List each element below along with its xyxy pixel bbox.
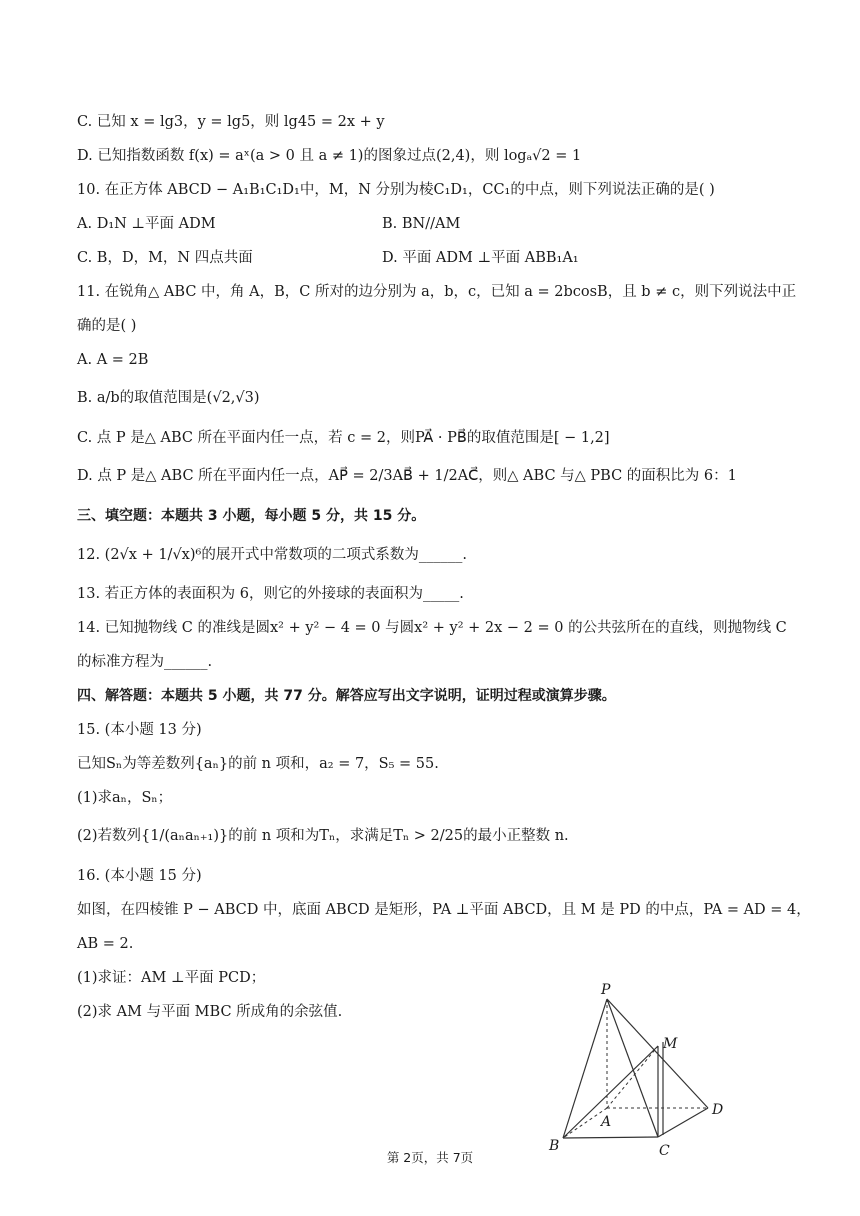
q16-part-1: (1)求证：AM ⊥平面 PCD；	[77, 970, 266, 986]
q10-option-d: D. 平面 ADM ⊥平面 ABB₁A₁	[382, 250, 579, 266]
label-d: D	[712, 1102, 724, 1118]
q16-stem-line-2: AB = 2.	[77, 936, 134, 952]
q16-stem-line-1: 如图，在四棱锥 P − ABCD 中，底面 ABCD 是矩形，PA ⊥平面 ABCD，且 M 是 PD 的中点，PA = AD = 4，	[77, 902, 811, 918]
q11-option-a: A. A = 2B	[77, 352, 149, 368]
q15-stem: 已知Sₙ为等差数列{aₙ}的前 n 项和，a₂ = 7，S₅ = 55.	[77, 756, 439, 772]
label-b: B	[549, 1138, 560, 1154]
page-footer: 第 2页，共 7页	[386, 1150, 474, 1165]
q15-part-1: (1)求aₙ，Sₙ；	[77, 790, 173, 806]
q9-option-c: C. 已知 x = lg3，y = lg5，则 lg45 = 2x + y	[77, 114, 385, 130]
q11-option-c: C. 点 P 是△ ABC 所在平面内任一点，若 c = 2，则PA⃗ · PB⃗的取值范围是[ − 1,2]	[77, 430, 610, 446]
edge-bc	[563, 1137, 658, 1138]
q15-title: 15. (本小题 13 分)	[77, 722, 202, 738]
q14-line-1: 14. 已知抛物线 C 的准线是圆x² + y² − 4 = 0 与圆x² + y² + 2x − 2 = 0 的公共弦所在的直线，则抛物线 C	[77, 620, 787, 636]
q10-options-row-1	[77, 214, 461, 234]
section-4-heading: 四、解答题：本题共 5 小题，共 77 分。解答应写出文字说明，证明过程或演算步骤。	[77, 688, 616, 704]
q10-options-row-2	[77, 248, 579, 268]
label-a: A	[601, 1114, 612, 1130]
label-c: C	[659, 1143, 670, 1159]
q14-line-2: 的标准方程为______.	[77, 654, 213, 670]
edge-cd	[658, 1108, 708, 1137]
label-m: M	[663, 1036, 678, 1052]
q10-option-b: B. BN//AM	[382, 216, 461, 232]
q16-part-2: (2)求 AM 与平面 MBC 所成角的余弦值.	[77, 1004, 343, 1020]
section-3-heading: 三、填空题：本题共 3 小题，每小题 5 分，共 15 分。	[77, 508, 426, 524]
q10-stem: 10. 在正方体 ABCD − A₁B₁C₁D₁中，M，N 分别为棱C₁D₁，CC₁的中点，则下列说法正确的是( )	[77, 182, 715, 198]
q11-stem-line-2: 确的是( )	[77, 318, 137, 334]
q11-stem-line-1: 11. 在锐角△ ABC 中，角 A，B，C 所对的边分别为 a，b，c，已知 a = 2bcosB，且 b ≠ c，则下列说法中正	[77, 284, 797, 300]
label-p: P	[601, 982, 611, 998]
q13: 13. 若正方体的表面积为 6，则它的外接球的表面积为_____.	[77, 586, 464, 602]
edge-am-hidden	[607, 1046, 658, 1108]
pyramid-figure	[545, 980, 745, 1165]
q16-title: 16. (本小题 15 分)	[77, 868, 202, 884]
q10-option-a: A. D₁N ⊥平面 ADM	[77, 216, 216, 232]
q11-option-b: B. a/b的取值范围是(√2,√3)	[77, 390, 260, 406]
q11-option-d: D. 点 P 是△ ABC 所在平面内任一点，AP⃗ = 2/3AB⃗ + 1/2AC⃗，则△ ABC 与△ PBC 的面积比为 6：1	[77, 468, 737, 484]
q15-part-2: (2)若数列{1/(aₙaₙ₊₁)}的前 n 项和为Tₙ，求满足Tₙ > 2/25的最小正整数 n.	[77, 828, 569, 844]
q12: 12. (2√x + 1/√x)⁶的展开式中常数项的二项式系数为______.	[77, 547, 467, 563]
edge-pc	[607, 999, 658, 1137]
q10-option-c: C. B，D，M，N 四点共面	[77, 250, 253, 266]
q9-option-d: D. 已知指数函数 f(x) = aˣ(a > 0 且 a ≠ 1)的图象过点(2,4)，则 logₐ√2 = 1	[77, 148, 582, 164]
